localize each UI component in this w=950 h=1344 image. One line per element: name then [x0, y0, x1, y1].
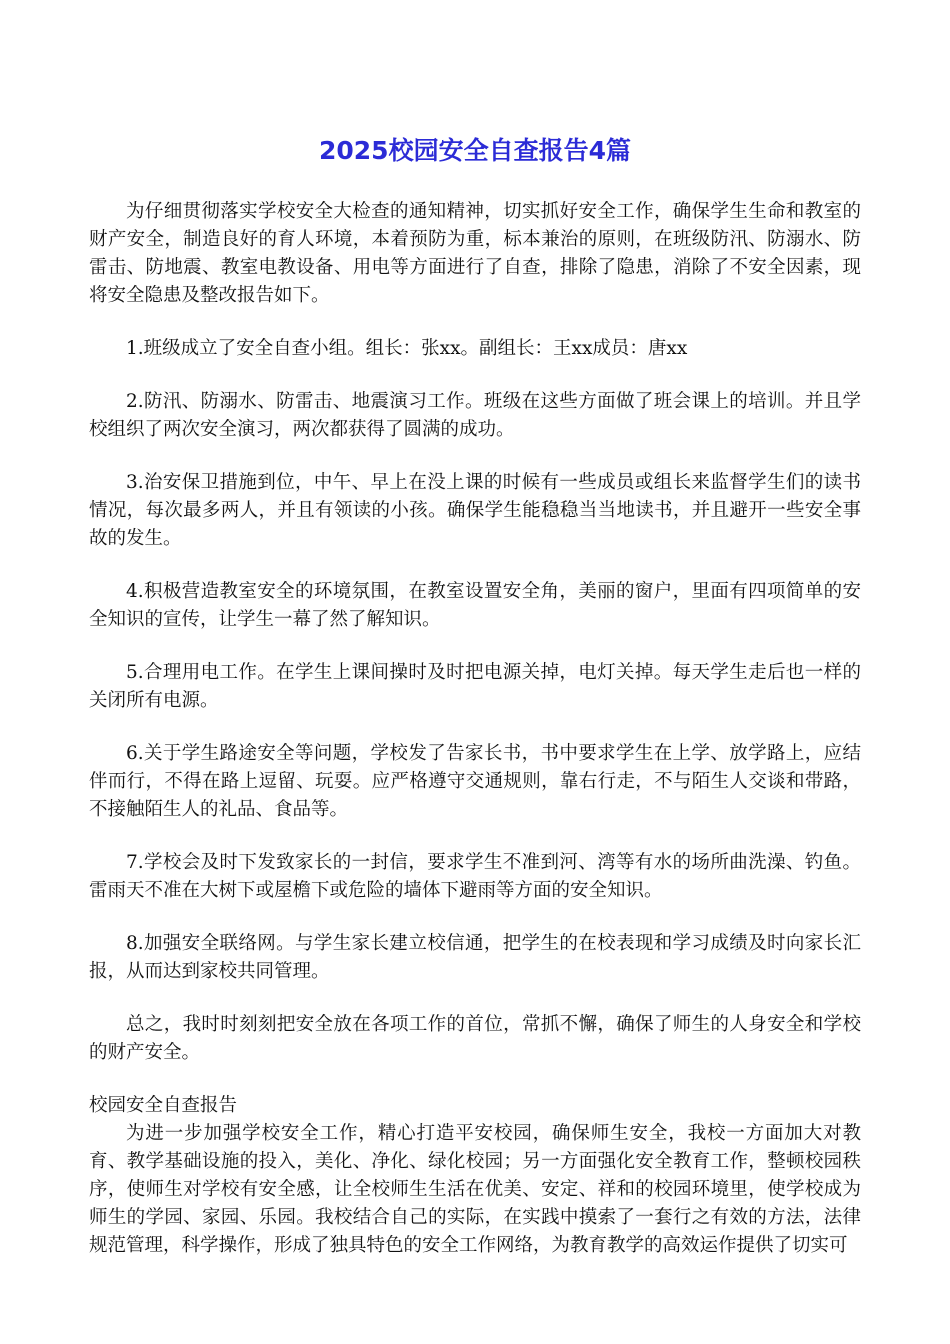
- item-6-paragraph: 6.关于学生路途安全等问题，学校发了告家长书，书中要求学生在上学、放学路上，应结伴而行，不得在路上逗留、玩耍。应严格遵守交通规则，靠右行走，不与陌生人交谈和带路，不接触陌生人的礼品、食品等。: [89, 743, 861, 820]
- item-2-paragraph: 2.防汛、防溺水、防雷击、地震演习工作。班级在这些方面做了班会课上的培训。并且学校组织了两次安全演习，两次都获得了圆满的成功。: [89, 391, 861, 440]
- conclusion-paragraph: 总之，我时时刻刻把安全放在各项工作的首位，常抓不懈，确保了师生的人身安全和学校的财产安全。: [89, 1014, 861, 1063]
- item-7-paragraph: 7.学校会及时下发致家长的一封信，要求学生不准到河、湾等有水的场所曲洗澡、钓鱼。雷雨天不准在大树下或屋檐下或危险的墙体下避雨等方面的安全知识。: [89, 852, 861, 901]
- section-2-heading: 校园安全自查报告: [89, 1095, 238, 1116]
- item-3-paragraph: 3.治安保卫措施到位，中午、早上在没上课的时候有一些成员或组长来监督学生们的读书情况，每次最多两人，并且有领读的小孩。确保学生能稳稳当当地读书，并且避开一些安全事故的发生。: [89, 472, 861, 549]
- document-title: 2025校园安全自查报告4篇: [319, 136, 631, 165]
- item-5-paragraph: 5.合理用电工作。在学生上课间操时及时把电源关掉，电灯关掉。每天学生走后也一样的关闭所有电源。: [89, 662, 861, 711]
- item-4-paragraph: 4.积极营造教室安全的环境氛围，在教室设置安全角，美丽的窗户，里面有四项简单的安全知识的宣传，让学生一幕了然了解知识。: [89, 581, 861, 630]
- item-1-paragraph: 1.班级成立了安全自查小组。组长：张xx。副组长：王xx成员：唐xx: [126, 338, 688, 359]
- item-8-paragraph: 8.加强安全联络网。与学生家长建立校信通，把学生的在校表现和学习成绩及时向家长汇报，从而达到家校共同管理。: [89, 933, 861, 982]
- section-2-paragraph: 为进一步加强学校安全工作，精心打造平安校园，确保师生安全，我校一方面加大对教育、教学基础设施的投入，美化、净化、绿化校园；另一方面强化安全教育工作，整顿校园秩序，使师生对学校有安全感，让全校师生生活在优美、安定、祥和的校园环境里，使学校成为师生的学园、家园、乐园。我校结合自己的实际，在实践中摸索了一套行之有效的方法，法律规范管理，科学操作，形成了独具特色的安全工作网络，为教育教学的高效运作提供了切实可: [89, 1123, 861, 1256]
- intro-paragraph: 为仔细贯彻落实学校安全大检查的通知精神，切实抓好安全工作，确保学生生命和教室的财产安全，制造良好的育人环境，本着预防为重，标本兼治的原则，在班级防汛、防溺水、防雷击、防地震、教室电教设备、用电等方面进行了自查，排除了隐患，消除了不安全因素，现将安全隐患及整改报告如下。: [89, 201, 861, 306]
- document-body: [89, 198, 861, 1260]
